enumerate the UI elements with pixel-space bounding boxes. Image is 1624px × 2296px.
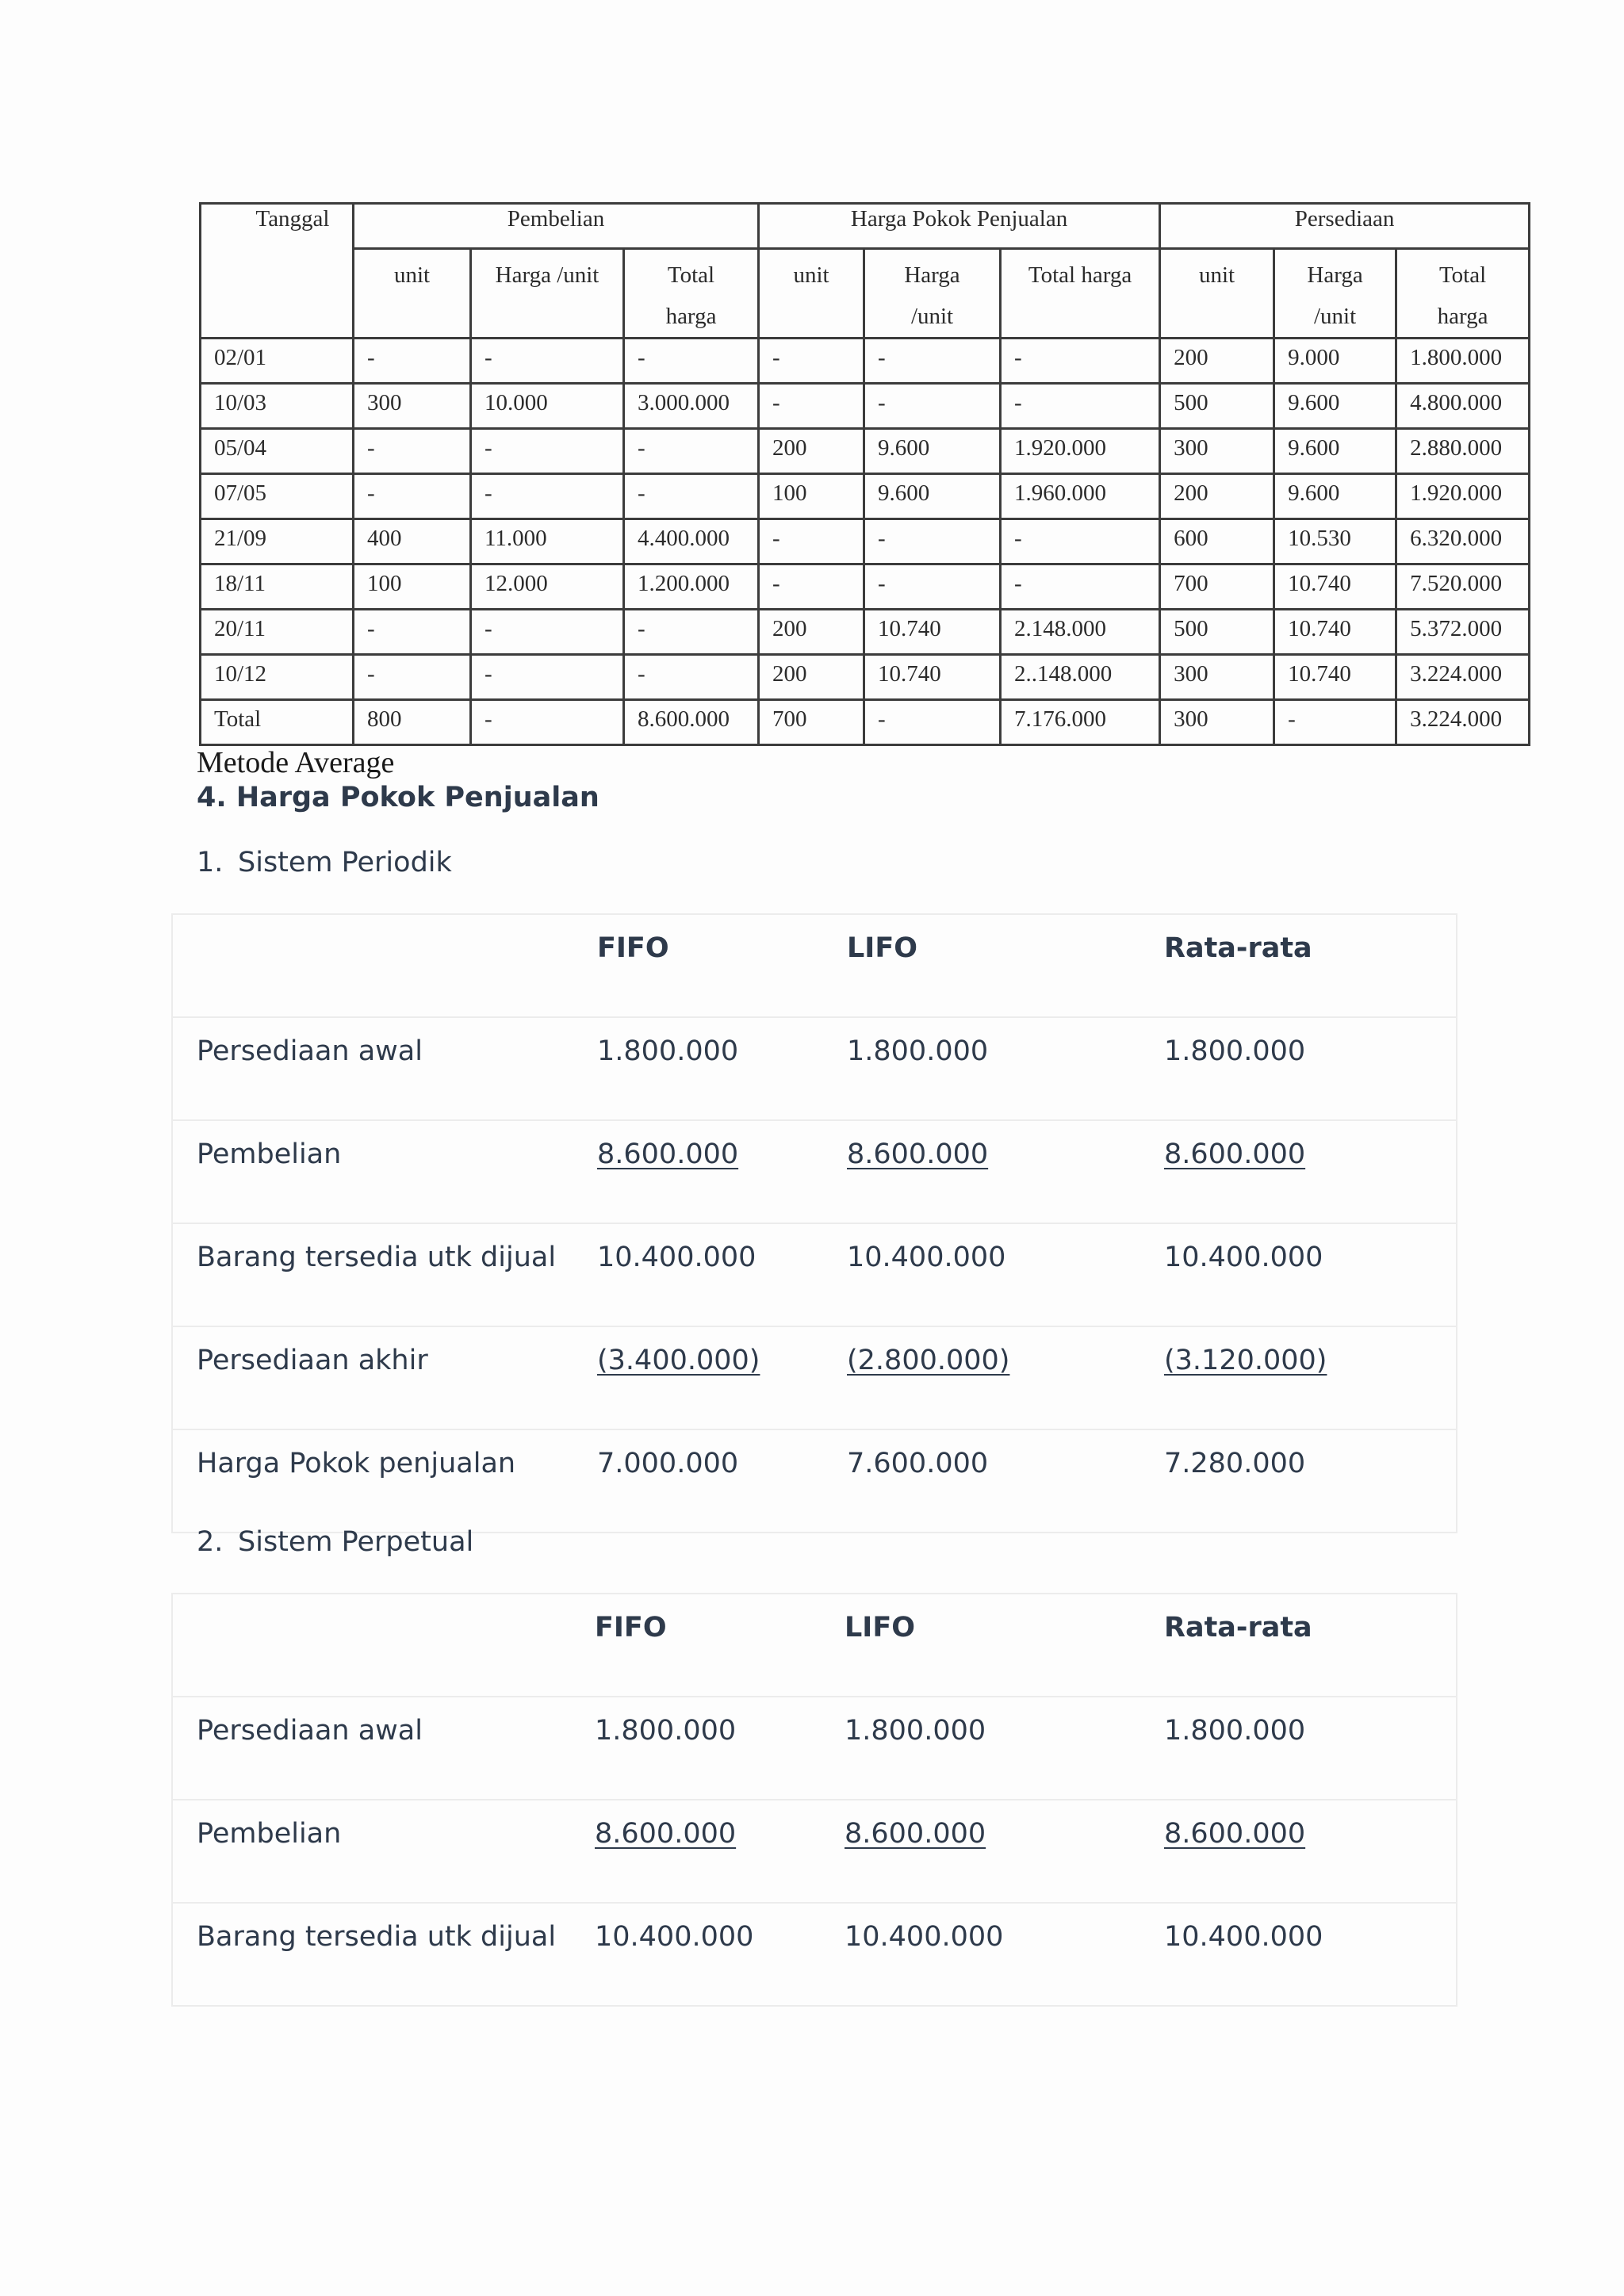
table-header-row [173,915,1456,1016]
table-row [173,1326,1456,1429]
table-cell: 10.740 [864,655,1001,700]
cell-rata-rata: 8.600.000 [1164,1818,1306,1850]
table-cell: - [864,564,1001,610]
list-item-sistem-periodik: 1. Sistem Periodik [197,847,452,878]
date-cell: 10/12 [201,655,354,700]
table-cell: - [759,519,864,564]
table-cell: - [624,339,759,384]
cell-fifo: 8.600.000 [595,1818,737,1850]
table-cell: - [471,700,624,745]
table-cell: 700 [1160,564,1274,610]
cell-lifo: (2.800.000) [847,1345,1010,1376]
table-row [201,339,1530,384]
periodik-table [171,913,1457,1533]
table-cell: 200 [759,429,864,474]
table-row [201,610,1530,655]
table-cell: 1.920.000 [1396,474,1530,519]
subheader-harga-unit: Harga /unit [471,249,624,339]
table-cell: - [624,474,759,519]
subheader-total-harga: Total harga [1396,249,1530,339]
cell-lifo: 10.400.000 [845,1921,1004,1953]
column-header-lifo: LIFO [847,932,917,964]
row-label: Persediaan awal [197,1715,423,1747]
table-row [173,1799,1456,1902]
table-cell: - [471,474,624,519]
table-cell: 3.224.000 [1396,655,1530,700]
table-cell: - [471,429,624,474]
table-cell: 12.000 [471,564,624,610]
table-cell: 9.600 [1274,384,1396,429]
column-header-rata-rata: Rata-rata [1164,1612,1312,1644]
table-cell: 3.224.000 [1396,700,1530,745]
cell-rata-rata: (3.120.000) [1164,1345,1327,1376]
subheader-total-harga: Total harga [1001,249,1160,339]
table-cell: 300 [1160,700,1274,745]
table-cell: - [624,655,759,700]
cell-fifo: 8.600.000 [597,1138,739,1170]
cell-lifo: 8.600.000 [847,1138,989,1170]
table-cell: 2.148.000 [1001,610,1160,655]
cell-rata-rata: 10.400.000 [1164,1921,1323,1953]
row-label: Persediaan awal [197,1035,423,1067]
table-cell: - [759,384,864,429]
row-label: Harga Pokok penjualan [197,1448,516,1479]
column-header-rata-rata: Rata-rata [1164,932,1312,964]
cell-rata-rata: 1.800.000 [1164,1715,1306,1747]
date-cell: 10/03 [201,384,354,429]
table-row [201,700,1530,745]
table-row [201,474,1530,519]
subheader-unit: unit [354,249,471,339]
cell-rata-rata: 1.800.000 [1164,1035,1306,1067]
date-cell: 05/04 [201,429,354,474]
table-cell: 700 [759,700,864,745]
cell-fifo: (3.400.000) [597,1345,760,1376]
subheader-total-harga: Total harga [624,249,759,339]
table-cell: - [864,384,1001,429]
table-row [201,519,1530,564]
table-cell: 9.600 [864,474,1001,519]
cell-lifo: 1.800.000 [845,1715,986,1747]
table-cell: 10.530 [1274,519,1396,564]
table-cell: - [354,655,471,700]
table-cell: 1.920.000 [1001,429,1160,474]
table-cell: 9.600 [1274,474,1396,519]
row-label: Pembelian [197,1818,342,1850]
table-row [173,1016,1456,1119]
date-cell: 21/09 [201,519,354,564]
table-cell: - [354,610,471,655]
table-cell: 7.176.000 [1001,700,1160,745]
table-cell: 600 [1160,519,1274,564]
cell-fifo: 1.800.000 [595,1715,737,1747]
cell-rata-rata: 7.280.000 [1164,1448,1306,1479]
header-tanggal: Tanggal [201,204,354,339]
table-cell: 1.200.000 [624,564,759,610]
table-row [173,1429,1456,1532]
table-cell: - [354,474,471,519]
table-cell: 400 [354,519,471,564]
table-cell: - [864,519,1001,564]
header-persediaan: Persediaan [1160,204,1530,249]
table-row [173,1902,1456,2005]
table-cell: - [354,429,471,474]
column-header-lifo: LIFO [845,1612,915,1644]
table-cell: 800 [354,700,471,745]
row-label: Barang tersedia utk dijual [197,1242,557,1273]
subheader-harga-unit: Harga /unit [1274,249,1396,339]
table-cell: - [471,610,624,655]
cell-lifo: 10.400.000 [847,1242,1006,1273]
table-cell: - [1001,384,1160,429]
perpetual-table [171,1593,1457,2007]
table-row [173,1119,1456,1223]
date-cell: 20/11 [201,610,354,655]
cell-fifo: 7.000.000 [597,1448,739,1479]
table-cell: 200 [759,655,864,700]
header-harga-pokok-penjualan: Harga Pokok Penjualan [759,204,1160,249]
table-caption: Metode Average [197,746,395,779]
table-cell: - [354,339,471,384]
table-cell: 100 [759,474,864,519]
subheader-unit: unit [1160,249,1274,339]
row-label: Persediaan akhir [197,1345,428,1376]
table-cell: 3.000.000 [624,384,759,429]
table-cell: 7.520.000 [1396,564,1530,610]
table-cell: 2..148.000 [1001,655,1160,700]
table-cell: 200 [759,610,864,655]
table-cell: 8.600.000 [624,700,759,745]
table-cell: 9.000 [1274,339,1396,384]
table-row [201,564,1530,610]
date-cell: 18/11 [201,564,354,610]
table-cell: 500 [1160,610,1274,655]
row-label: Barang tersedia utk dijual [197,1921,557,1953]
column-header-fifo: FIFO [595,1612,667,1644]
table-row [201,655,1530,700]
table-cell: 6.320.000 [1396,519,1530,564]
table-cell: - [624,429,759,474]
table-cell: 10.740 [1274,655,1396,700]
table-cell: 1.960.000 [1001,474,1160,519]
table-cell: - [759,564,864,610]
table-cell: 100 [354,564,471,610]
cell-fifo: 10.400.000 [595,1921,754,1953]
table-cell: - [1274,700,1396,745]
date-cell: 02/01 [201,339,354,384]
section-heading: 4. Harga Pokok Penjualan [197,782,599,813]
subheader-unit: unit [759,249,864,339]
table-cell: 200 [1160,474,1274,519]
table-cell: 11.000 [471,519,624,564]
table-row [201,429,1530,474]
table-cell: - [624,610,759,655]
date-cell: Total [201,700,354,745]
table-row [173,1223,1456,1326]
table-cell: - [471,339,624,384]
table-cell: 1.800.000 [1396,339,1530,384]
table-cell: - [864,339,1001,384]
table-row [201,384,1530,429]
cell-lifo: 8.600.000 [845,1818,986,1850]
subheader-harga-unit: Harga /unit [864,249,1001,339]
table-cell: - [1001,339,1160,384]
table-cell: 5.372.000 [1396,610,1530,655]
table-cell: 4.400.000 [624,519,759,564]
table-cell: - [1001,564,1160,610]
table-cell: 10.000 [471,384,624,429]
table-cell: - [864,700,1001,745]
table-cell: 200 [1160,339,1274,384]
table-cell: 9.600 [864,429,1001,474]
cell-rata-rata: 10.400.000 [1164,1242,1323,1273]
list-item-sistem-perpetual: 2. Sistem Perpetual [197,1526,474,1558]
table-cell: 2.880.000 [1396,429,1530,474]
table-cell: 9.600 [1274,429,1396,474]
date-cell: 07/05 [201,474,354,519]
table-cell: 300 [1160,655,1274,700]
table-cell: - [471,655,624,700]
table-cell: - [759,339,864,384]
row-label: Pembelian [197,1138,342,1170]
average-method-table [199,202,1530,746]
table-cell: 500 [1160,384,1274,429]
header-pembelian: Pembelian [354,204,759,249]
cell-lifo: 7.600.000 [847,1448,989,1479]
table-cell: 10.740 [864,610,1001,655]
table-row [173,1696,1456,1799]
cell-fifo: 1.800.000 [597,1035,739,1067]
table-cell: 10.740 [1274,564,1396,610]
table-cell: 4.800.000 [1396,384,1530,429]
table-cell: 10.740 [1274,610,1396,655]
cell-rata-rata: 8.600.000 [1164,1138,1306,1170]
table-cell: 300 [1160,429,1274,474]
table-cell: 300 [354,384,471,429]
table-cell: - [1001,519,1160,564]
table-header-row [173,1594,1456,1696]
column-header-fifo: FIFO [597,932,669,964]
cell-fifo: 10.400.000 [597,1242,756,1273]
cell-lifo: 1.800.000 [847,1035,989,1067]
